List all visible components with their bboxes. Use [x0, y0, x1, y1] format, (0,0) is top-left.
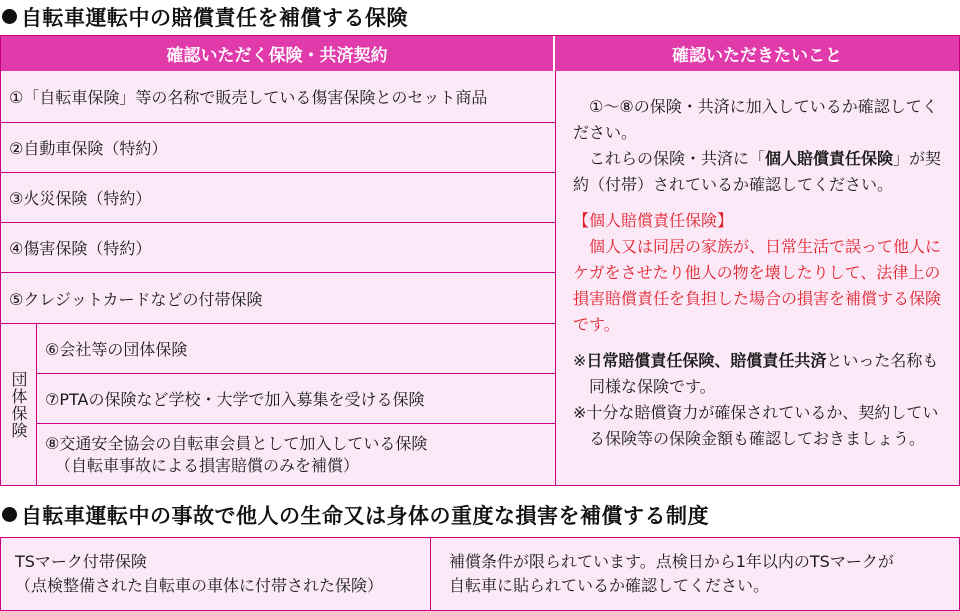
column-divider [555, 71, 556, 486]
section1-heading [2, 2, 408, 32]
ts-mark-name: TSマーク付帯保険 [15, 552, 147, 571]
definition-title: 【個人賠償責任保険】 [573, 211, 734, 230]
insurance-table [0, 35, 960, 486]
item8-line2: （自転車事故による損害賠償のみを補償） [55, 456, 360, 475]
note-2: ※十分な賠償資力が確保されているか、契約している保険等の保険金額も確認しておきましょう。 [573, 403, 939, 448]
item8-line1: ⑧交通安全協会の自転車会員として加入している保険 [45, 434, 428, 453]
table-row: ⑦PTAの保険など学校・大学で加入募集を受ける保険 [37, 373, 555, 423]
instruction-2: これらの保険・共済に「個人賠償責任保険」が契約（付帯）されているか確認してください。 [573, 149, 942, 194]
ts-mark-note-cell [431, 538, 959, 610]
section2-heading-text: 自転車運転中の事故で他人の生命又は身体の重度な損害を補償する制度 [21, 504, 709, 528]
table-row: ①「自転車保険」等の名称で販売している傷害保険とのセット商品 [9, 88, 488, 107]
table-row: ⑥会社等の団体保険 [37, 323, 555, 373]
right-column-header: 確認いただきたいこと [555, 36, 959, 71]
left-column-header: 確認いただく保険・共済契約 [1, 36, 555, 71]
check-instructions [573, 94, 951, 452]
ts-mark-table [0, 537, 960, 611]
note-1: ※日常賠償責任保険、賠償責任共済といった名称も同様な保険です。 [573, 351, 939, 396]
section2-heading [2, 500, 709, 530]
definition-body: 個人又は同居の家族が、日常生活で誤って他人にケガをさせたり他人の物を壊したりして、法律上の損害賠償責任を負担した場合の損害を補償する保険です。 [573, 237, 942, 334]
ts-mark-note-1: 補償条件が限られています。点検日から1年以内のTSマークが [449, 552, 894, 571]
table-row: ③火災保険（特約） [1, 172, 555, 222]
ts-mark-name-cell [1, 538, 431, 610]
bullet-icon [2, 507, 17, 522]
table-row: ②自動車保険（特約） [1, 122, 555, 172]
bullet-icon [2, 9, 17, 24]
section1-heading-text: 自転車運転中の賠償責任を補償する保険 [21, 6, 408, 30]
ts-mark-note-2: 自転車に貼られているか確認してください。 [449, 576, 770, 595]
instruction-1: ①〜⑧の保険・共済に加入しているか確認してください。 [573, 97, 938, 142]
table-row: ⑤クレジットカードなどの付帯保険 [1, 272, 555, 323]
group-insurance-label: 団体保険 [1, 323, 37, 486]
ts-mark-desc: （点検整備された自転車の車体に付帯された保険） [15, 576, 384, 595]
table-row: ④傷害保険（特約） [1, 222, 555, 272]
table-row [37, 423, 555, 486]
